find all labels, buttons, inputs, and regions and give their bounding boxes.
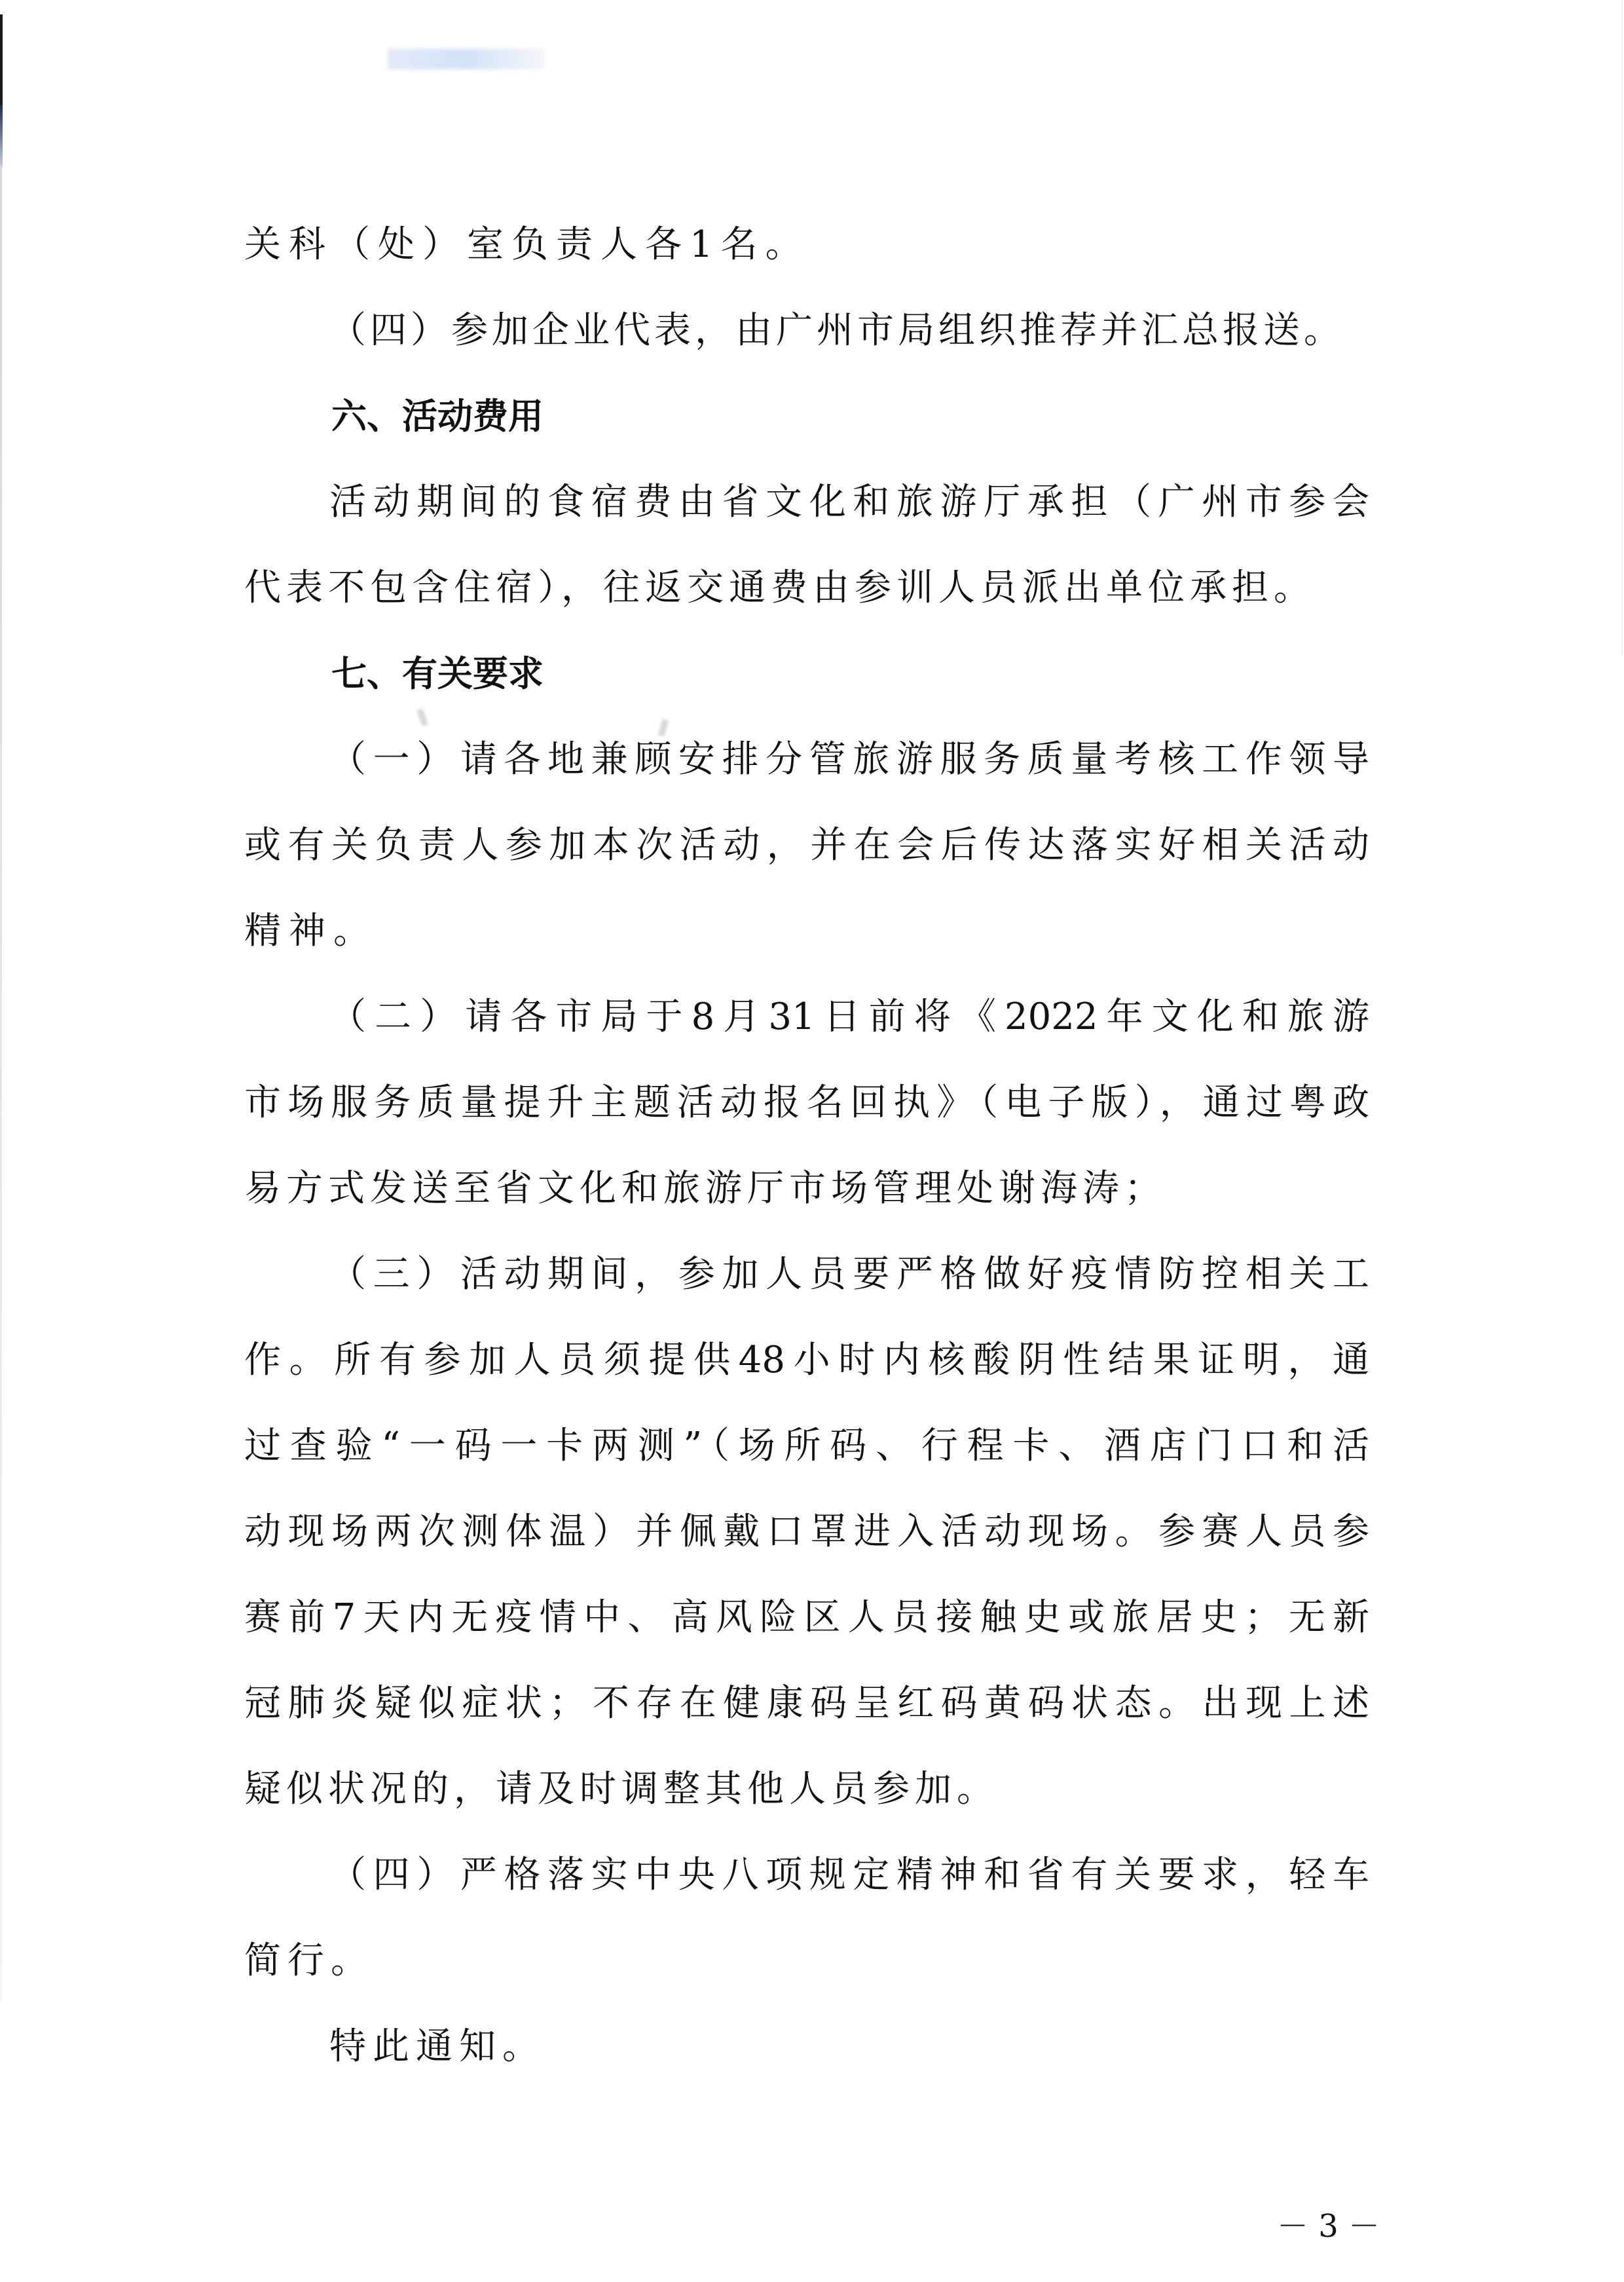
body-line: 或有关负责人参加本次活动，并在会后传达落实好相关活动 (244, 824, 1369, 867)
scan-edge-left-tint (0, 105, 3, 167)
body-line: 过查验“一码一卡两测”（场所码、行程卡、酒店门口和活 (244, 1425, 1369, 1467)
body-line: （四）参加企业代表，由广州市局组织推荐并汇总报送。 (329, 309, 1344, 352)
body-line: 关科（处）室负责人各1名。 (244, 223, 810, 266)
section-heading: 七、有关要求 (331, 653, 544, 694)
section-heading: 六、活动费用 (331, 396, 544, 437)
body-line: （三）活动期间，参加人员要严格做好疫情防控相关工 (329, 1253, 1369, 1296)
body-line: 简行。 (244, 1939, 374, 1982)
scan-dust (658, 719, 669, 737)
body-line: 赛前7天内无疫情中、高风险区人员接触史或旅居史；无新 (244, 1596, 1369, 1639)
scan-dust (416, 708, 428, 726)
scan-edge-left (0, 14, 3, 106)
body-line: 疑似状况的，请及时调整其他人员参加。 (244, 1768, 999, 1810)
body-line: （四）严格落实中央八项规定精神和省有关要求，轻车 (329, 1854, 1369, 1896)
scan-edge-right (1621, 0, 1623, 655)
closing-line: 特此通知。 (329, 2025, 545, 2068)
scan-edge-left-faint (0, 167, 2, 2001)
body-line: （二）请各市局于8月31日前将《2022年文化和旅游 (329, 996, 1369, 1038)
body-line: （一）请各地兼顾安排分管旅游服务质量考核工作领导 (329, 738, 1369, 781)
body-line: 活动期间的食宿费由省文化和旅游厅承担（广州市参会 (329, 481, 1369, 523)
ink-smudge (388, 48, 545, 69)
body-line: 冠肺炎疑似症状；不存在健康码呈红码黄码状态。出现上述 (244, 1682, 1369, 1725)
body-line: 市场服务质量提升主题活动报名回执》（电子版），通过粤政 (244, 1081, 1369, 1124)
body-line: 易方式发送至省文化和旅游厅市场管理处谢海涛； (244, 1167, 1166, 1210)
body-line: 代表不包含住宿），往返交通费由参训人员派出单位承担。 (244, 567, 1316, 609)
body-line: 动现场两次测体温）并佩戴口罩进入活动现场。参赛人员参 (244, 1510, 1369, 1553)
page-number: － 3 － (1277, 2208, 1380, 2245)
body-line: 精神。 (244, 910, 378, 952)
body-line: 作。所有参加人员须提供48小时内核酸阴性结果证明，通 (244, 1339, 1369, 1381)
